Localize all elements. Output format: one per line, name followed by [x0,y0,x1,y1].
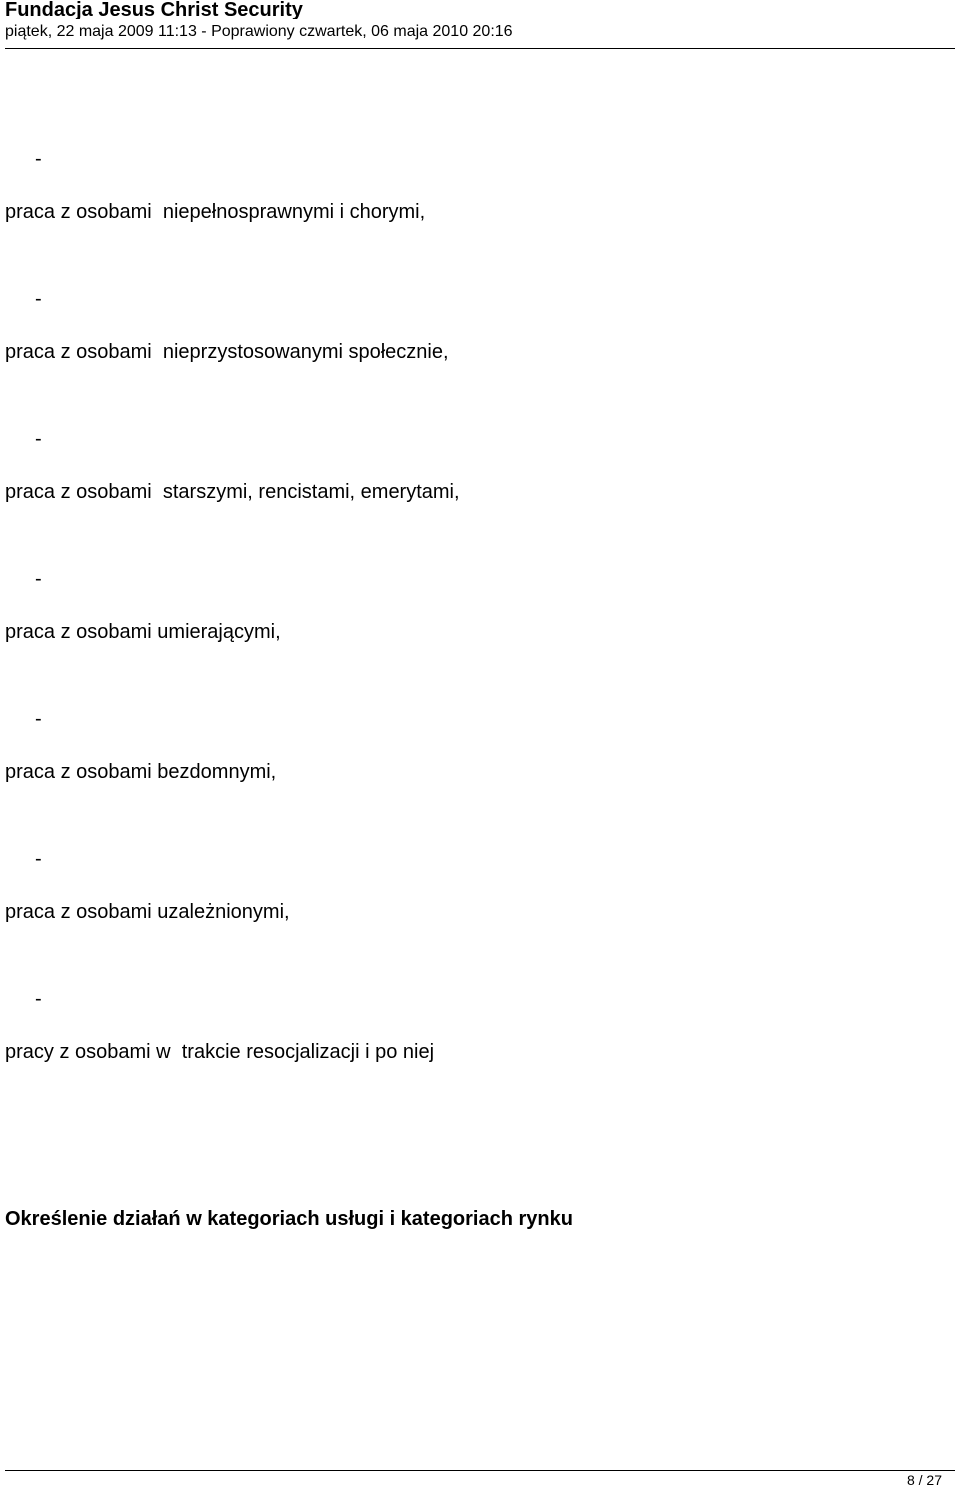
list-item-dash: - [35,148,42,170]
footer-divider [5,1470,955,1471]
list-item-dash: - [35,428,42,450]
section-heading: Określenie działań w kategoriach usługi i kategoriach rynku [5,1208,573,1230]
header-divider [5,48,955,49]
list-item: praca z osobami umierającymi, [5,621,281,643]
document-meta: piątek, 22 maja 2009 11:13 - Poprawiony czwartek, 06 maja 2010 20:16 [5,23,513,40]
page-header [5,0,955,42]
document-title: Fundacja Jesus Christ Security [5,0,303,19]
list-item-dash: - [35,848,42,870]
list-item: praca z osobami uzależnionymi, [5,901,290,923]
list-item: praca z osobami bezdomnymi, [5,761,277,783]
list-item: praca z osobami nieprzystosowanymi społecznie, [5,341,449,363]
list-item: praca z osobami starszymi, rencistami, emerytami, [5,481,460,503]
list-item-dash: - [35,288,42,310]
list-item-dash: - [35,708,42,730]
list-item: praca z osobami niepełnosprawnymi i chorymi, [5,201,426,223]
list-item-dash: - [35,988,42,1010]
list-item-dash: - [35,568,42,590]
page-number: 8 / 27 [906,1472,942,1488]
list-item: pracy z osobami w trakcie resocjalizacji i po niej [5,1041,435,1063]
